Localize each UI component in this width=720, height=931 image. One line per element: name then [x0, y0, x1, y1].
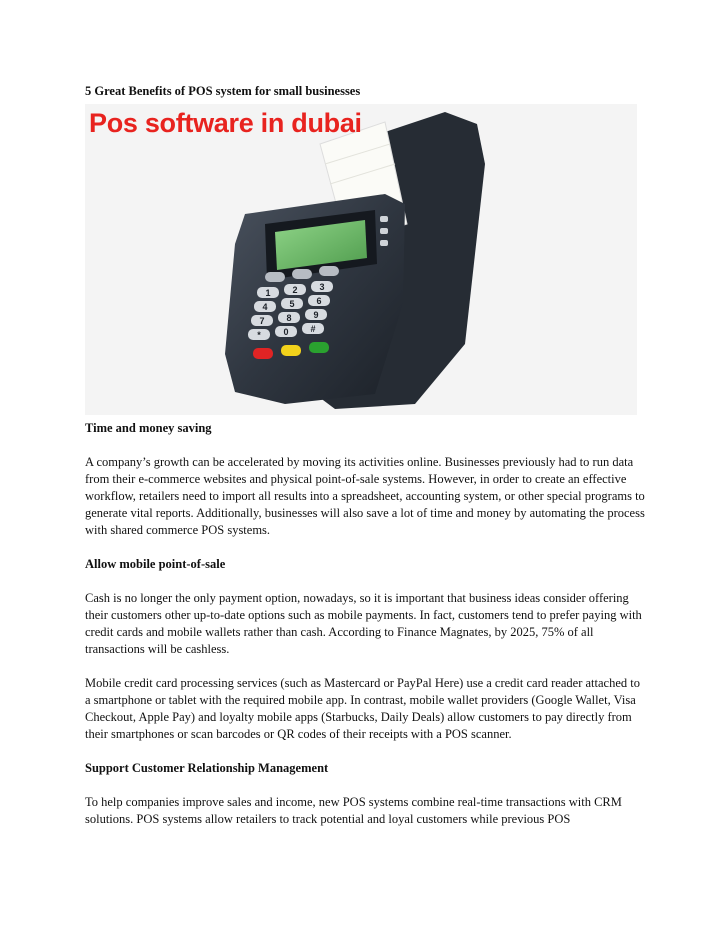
- keypad-key-label: 5: [289, 299, 295, 309]
- section-paragraph: Mobile credit card processing services (such as Mastercard or PayPal Here) use a credit card reader attached to a smartphone or tablet with the required mobile app. In contrast, mobile wallet providers (Google Wallet, Visa Checkout, Apple Pay) and loyalty mobile apps (Starbucks, Daily Deals) allow customers to pay directly from their smartphones or scan barcodes or QR codes of their receipts with a POS scanner.: [85, 676, 640, 741]
- enter-key: [309, 342, 329, 353]
- section-heading-mobile-pos: Allow mobile point-of-sale: [85, 557, 226, 571]
- keypad-key-label: 4: [262, 302, 268, 312]
- article-body: [85, 420, 645, 845]
- keypad-key-label: 1: [265, 288, 271, 298]
- keypad-key-label: 3: [319, 282, 325, 292]
- keypad-key-label: #: [310, 324, 316, 334]
- keypad-key-label: 7: [259, 316, 265, 326]
- image-caption: Pos software in dubai: [89, 108, 362, 138]
- keypad-key-label: 0: [283, 327, 289, 337]
- keypad-key-label: 6: [316, 296, 322, 306]
- section-paragraph: Cash is no longer the only payment option, nowadays, so it is important that business ideas consider offering their customers other up-to-date options such as mobile payments. In fact, customers tend to prefer paying with credit cards and mobile wallets rather than cash. According to Finance Magnates, by 2025, 75% of all transactions will be cashless.: [85, 591, 642, 656]
- cancel-key: [253, 348, 273, 359]
- section-heading-time-money: Time and money saving: [85, 421, 212, 435]
- section-paragraph: To help companies improve sales and income, new POS systems combine real-time transactions with CRM solutions. POS systems allow retailers to track potential and loyal customers while previous POS: [85, 795, 622, 826]
- section-paragraph: A company’s growth can be accelerated by moving its activities online. Businesses previously had to run data from their e-commerce websites and physical point-of-sale systems. However, in order to create an effective workflow, retailers need to import all results into a spreadsheet, accounting system, or other special programs to generate vital reports. Additionally, businesses will also save a lot of time and money by automating the process with shared commerce POS systems.: [85, 455, 645, 537]
- pos-terminal-illustration: [85, 104, 637, 415]
- keypad-key-label: 9: [313, 310, 319, 320]
- clear-key: [281, 345, 301, 356]
- pos-terminal-image: [85, 104, 637, 415]
- keypad-key-label: *: [257, 330, 261, 340]
- keypad-key-label: 8: [286, 313, 292, 323]
- keypad-key-label: 2: [292, 285, 298, 295]
- document-title: 5 Great Benefits of POS system for small businesses: [85, 84, 361, 98]
- section-heading-crm: Support Customer Relationship Management: [85, 761, 329, 775]
